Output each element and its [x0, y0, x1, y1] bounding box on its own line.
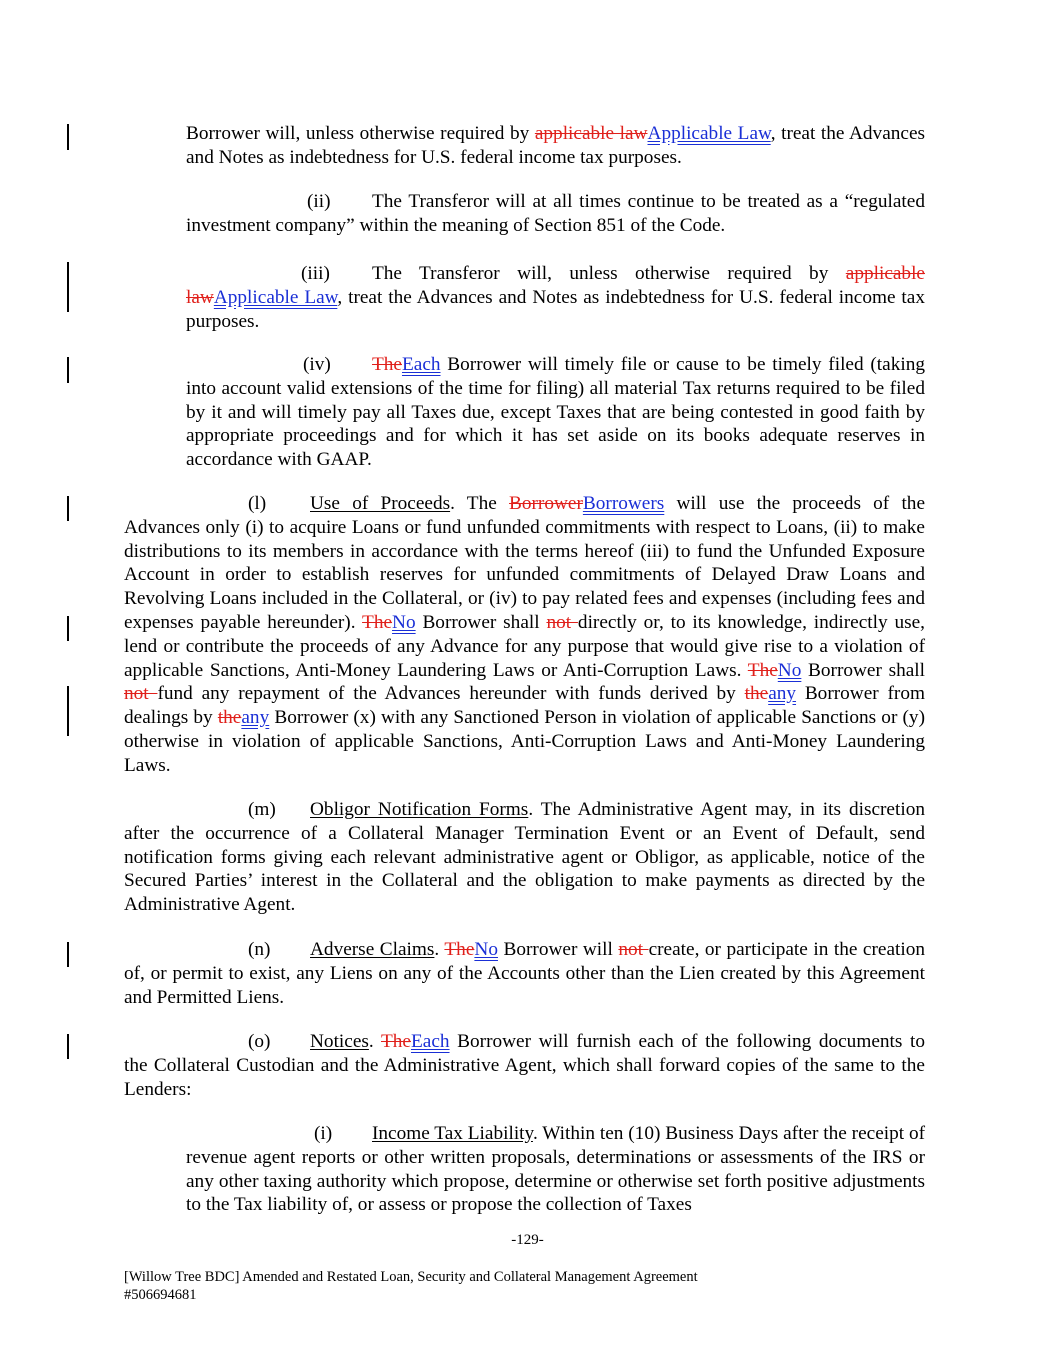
paragraph-label: (iii) — [301, 263, 330, 284]
change-bar — [67, 124, 69, 150]
deleted-text: The — [747, 659, 778, 681]
paragraph-label: (n) — [248, 939, 271, 960]
text-run: Borrower from dealings by — [124, 683, 925, 729]
paragraph — [186, 262, 925, 333]
section-heading: Notices — [310, 1031, 369, 1052]
deleted-text: Borrower — [509, 493, 583, 514]
section-heading: Income Tax Liability — [372, 1123, 533, 1144]
paragraph — [186, 122, 925, 170]
text-run: fund any repayment of the Advances hereunder with funds derived by — [157, 683, 745, 705]
paragraph — [186, 353, 925, 472]
deleted-text: applicable law — [186, 263, 925, 308]
text-run: The Transferor will, unless otherwise required by — [372, 263, 846, 284]
text-run: , treat the Advances and Notes as indebtedness for U.S. federal income tax purposes. — [186, 286, 925, 332]
change-bar — [67, 357, 69, 383]
inserted-text: Each — [410, 1031, 450, 1052]
deleted-text: The — [381, 1031, 411, 1052]
text-run: directly or, to its knowledge, indirectly use, lend or contribute the proceeds of any Advance for any purpose that would give rise to a violation of applicable Sanctions, Anti-Money Laundering Laws or Anti-Corruption Laws. — [124, 611, 925, 681]
paragraph-label: (m) — [248, 799, 276, 820]
paragraph-label: (i) — [314, 1123, 333, 1144]
text-run: Borrower shall — [415, 611, 547, 633]
text-run: Borrower will, unless otherwise required by — [186, 123, 535, 144]
inserted-text: Each — [401, 354, 441, 375]
inserted-text: No — [777, 659, 802, 681]
inserted-text: Applicable Law — [647, 123, 771, 144]
inserted-text: any — [241, 707, 270, 729]
text-run: The Transferor will at all times continue to be treated as a “regulated investment company” within the meaning of Section 851 of the Code. — [186, 191, 925, 236]
change-bar — [67, 616, 69, 641]
inserted-text: No — [392, 611, 416, 633]
deleted-text: applicable law — [534, 123, 648, 144]
change-bar — [67, 496, 69, 521]
text-run: . — [434, 939, 445, 960]
text-run: Borrower will furnish each of the following documents to the Collateral Custodian and the Administrative Agent, which shall forward copies of the same to the Lenders: — [124, 1031, 925, 1100]
change-bar — [67, 262, 69, 312]
deleted-text: The — [444, 939, 475, 960]
text-run: will use the proceeds of the Advances only (i) to acquire Loans or fund unfunded commitments with respect to Loans, (ii) to make distributions to its members in accordance with the terms hereof (iii) to fund the Unfunded Exposure Account in order to establish reserves for unfunded commitments of Delayed Draw Loans and Revolving Loans included in the Collateral, or (iv) to pay related fees and expenses (including fees and expenses payable hereunder). — [124, 493, 926, 633]
deleted-text: The — [372, 354, 402, 375]
text-run: Borrower will timely file or cause to be timely filed (taking into account valid extensions of the time for filing) all material Tax returns required to be filed by it and will timely pay all Taxes due, except Taxes that are being contested in good faith by appropriate proceedings and for which it has set aside on its books adequate reserves in accordance with GAAP. — [186, 354, 925, 471]
page-number: -129- — [511, 1232, 544, 1248]
deleted-text: The — [362, 611, 393, 633]
text-run: . The — [450, 493, 509, 514]
change-bar — [67, 942, 69, 967]
footer-title: [Willow Tree BDC] Amended and Restated Loan, Security and Collateral Management Agreement — [124, 1269, 698, 1285]
text-run: . Within ten (10) Business Days after the receipt of revenue agent reports or other written proposals, determinations or assessments of the IRS or any other taxing authority which propose, determine or otherwise set forth positive adjustments to the Tax liability of, or assess or propose the collection of Taxes — [186, 1123, 926, 1216]
section-heading: Use of Proceeds — [310, 493, 451, 514]
change-bar — [67, 1034, 69, 1059]
deleted-text: not — [124, 683, 158, 705]
paragraph-label: (l) — [248, 493, 267, 514]
paragraph-label: (iv) — [303, 354, 331, 375]
deleted-text: not — [546, 611, 578, 633]
text-run: . — [368, 1031, 381, 1052]
text-run: , treat the Advances and Notes as indebtedness for U.S. federal income tax purposes. — [186, 123, 926, 168]
inserted-text: Applicable Law — [213, 286, 338, 308]
deleted-text: not — [618, 939, 649, 960]
text-run: create, or participate in the creation of, or permit to exist, any Liens on any of the Accounts other than the Lien created by this Agreement and Permitted Liens. — [124, 939, 926, 1008]
paragraph — [186, 190, 925, 238]
paragraph — [124, 938, 925, 1009]
paragraph-label: (ii) — [307, 191, 331, 212]
paragraph-label: (o) — [248, 1031, 271, 1052]
text-run: Borrower shall — [801, 659, 925, 681]
inserted-text: Borrowers — [582, 493, 665, 514]
deleted-text: the — [744, 683, 769, 705]
inserted-text: No — [474, 939, 498, 960]
text-run: Borrower will — [497, 939, 619, 960]
inserted-text: any — [768, 683, 797, 705]
paragraph — [186, 1122, 925, 1217]
change-bar — [67, 686, 69, 736]
text-run: Borrower (x) with any Sanctioned Person in violation of applicable Sanctions or (y) otherwise in violation of applicable Sanctions, Anti-Corruption Laws and Anti-Money Laundering Laws. — [124, 707, 925, 776]
section-heading: Adverse Claims — [310, 939, 435, 960]
paragraph — [124, 798, 925, 917]
footer-doc-id: #506694681 — [124, 1287, 197, 1303]
section-heading: Obligor Notification Forms — [310, 799, 529, 820]
paragraph — [124, 1030, 925, 1101]
deleted-text: the — [217, 707, 242, 729]
text-run: . The Administrative Agent may, in its discretion after the occurrence of a Collateral Manager Termination Event or an Event of Default, send notification forms giving each relevant administrative agent or Obligor, as applicable, notice of the Secured Parties’ interest in the Collateral and the obligation to make payments as directed by the Administrative Agent. — [124, 799, 925, 916]
paragraph — [124, 492, 925, 778]
